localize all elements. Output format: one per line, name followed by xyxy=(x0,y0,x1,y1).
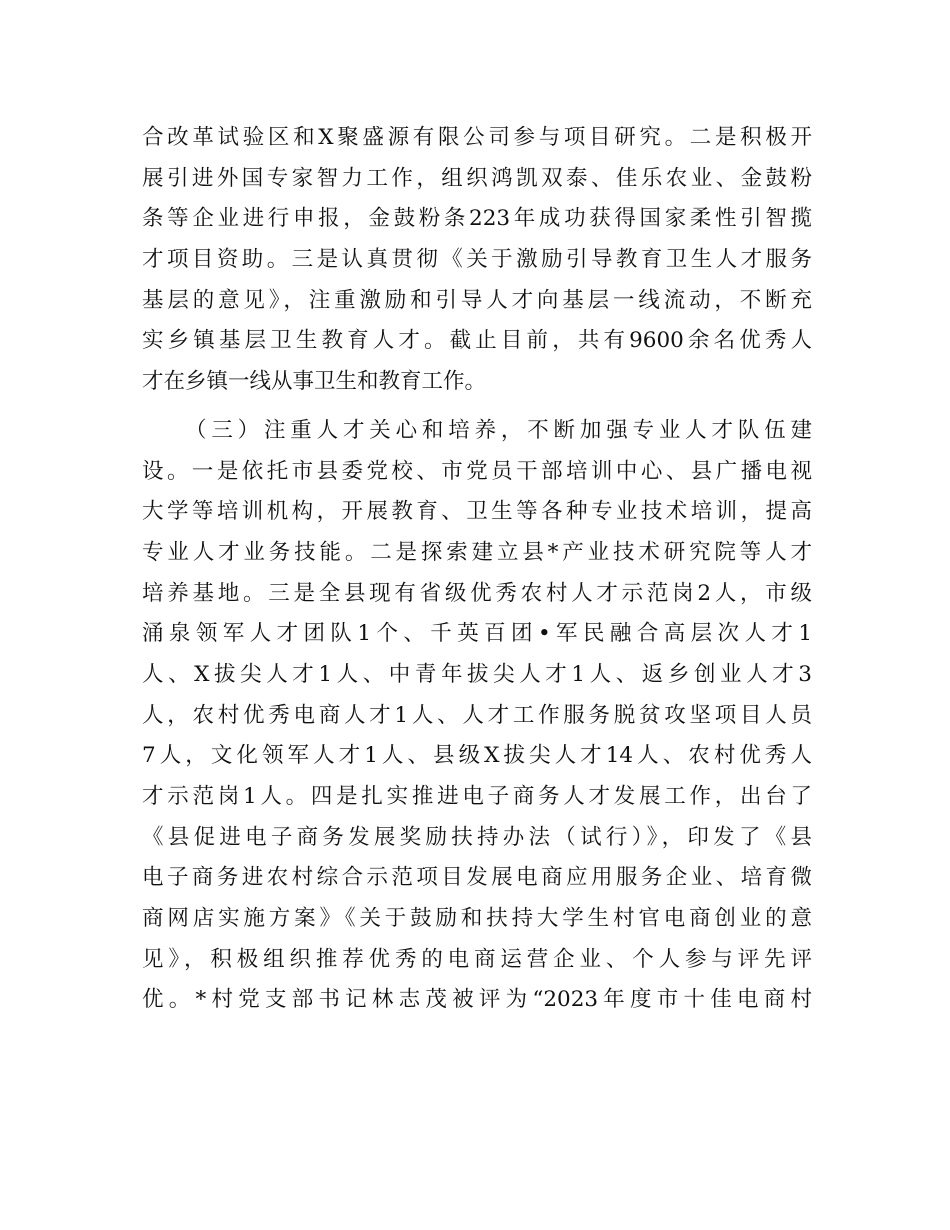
text-line: 人，农村优秀电商人才1人、人才工作服务脱贫攻坚项目人员 xyxy=(142,702,812,728)
body-text xyxy=(142,118,812,1021)
text-line: 合改革试验区和X聚盛源有限公司参与项目研究。二是积极开 xyxy=(142,125,812,150)
paragraph-2 xyxy=(142,411,812,1021)
text-line: 涌泉领军人才团队1个、千英百团•军民融合高层次人才1 xyxy=(142,621,812,647)
text-line: 实乡镇基层卫生教育人才。截止目前，共有9600余名优秀人 xyxy=(142,328,812,354)
section-heading-line: （三）注重人才关心和培养，不断加强专业人才队伍建 xyxy=(185,417,812,443)
text-line: 优。*村党支部书记林志茂被评为“2023年度市十佳电商村 xyxy=(142,987,812,1013)
text-line: 才项目资助。三是认真贯彻《关于激励引导教育卫生人才服务 xyxy=(142,247,812,273)
text-line: 展引进外国专家智力工作，组织鸿凯双泰、佳乐农业、金鼓粉 xyxy=(142,165,812,191)
text-line: 基层的意见》，注重激励和引导人才向基层一线流动，不断充 xyxy=(142,287,812,313)
text-line: 人、X拔尖人才1人、中青年拔尖人才1人、返乡创业人才3 xyxy=(142,661,812,687)
text-line: 7人，文化领军人才1人、县级X拔尖人才14人、农村优秀人 xyxy=(142,743,812,769)
text-line: 才在乡镇一线从事卫生和教育工作。 xyxy=(142,369,487,395)
text-line: 《县促进电子商务发展奖励扶持办法（试行）》，印发了《县 xyxy=(142,824,812,850)
text-line: 大学等培训机构，开展教育、卫生等各种专业技术培训，提高 xyxy=(142,499,812,525)
text-line: 才示范岗1人。四是扎实推进电子商务人才发展工作，出台了 xyxy=(142,784,812,809)
text-line: 商网店实施方案》《关于鼓励和扶持大学生村官电商创业的意 xyxy=(142,906,812,932)
text-line: 专业人才业务技能。二是探索建立县*产业技术研究院等人才 xyxy=(142,539,812,565)
text-line: 培养基地。三是全县现有省级优秀农村人才示范岗2人，市级 xyxy=(142,580,812,606)
text-line: 条等企业进行申报，金鼓粉条223年成功获得国家柔性引智揽 xyxy=(142,206,812,232)
paragraph-1 xyxy=(142,118,812,403)
text-line: 电子商务进农村综合示范项目发展电商应用服务企业、培育微 xyxy=(142,865,812,891)
text-line: 设。一是依托市县委党校、市党员干部培训中心、县广播电视 xyxy=(142,458,812,484)
text-line: 见》，积极组织推荐优秀的电商运营企业、个人参与评先评 xyxy=(142,946,812,972)
